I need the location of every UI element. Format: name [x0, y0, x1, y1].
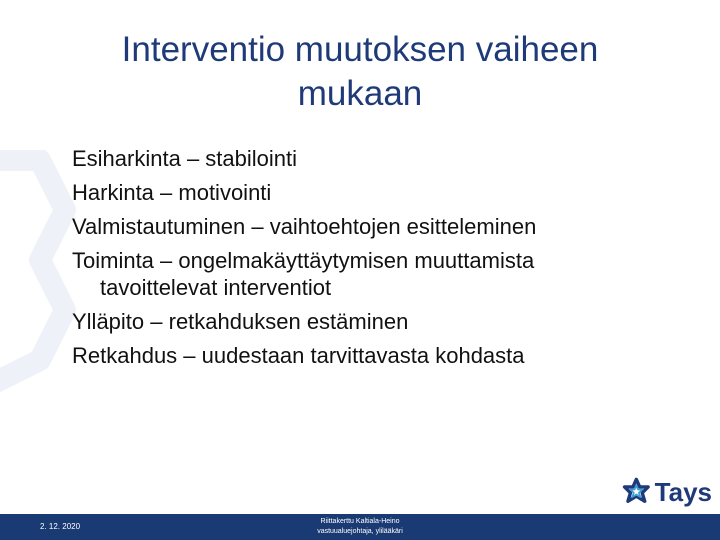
bullet-item: Retkahdus – uudestaan tarvittavasta kohdasta: [72, 343, 525, 368]
bullet-item: Harkinta – motivointi: [72, 180, 272, 205]
tays-star-icon: [622, 475, 651, 509]
author-role: vastuualuejohtaja, ylilääkäri: [317, 528, 403, 535]
author-name: Riittakerttu Kaltiala-Heino: [320, 518, 400, 525]
bullet-item: Esiharkinta – stabilointi: [72, 146, 298, 171]
logo-text: Tays: [654, 476, 712, 507]
bullet-item: Ylläpito – retkahduksen estäminen: [72, 309, 409, 334]
footer-date: 2. 12. 2020: [40, 522, 81, 531]
bullet-continuation: tavoittelevat interventiot: [100, 275, 332, 300]
bullet-item: Toiminta – ongelmakäyttäytymisen muuttamista tavoittelevat interventiot: [72, 248, 535, 300]
bullet-list: [72, 145, 702, 376]
bullet-item: Valmistautuminen – vaihtoehtojen esitteleminen: [72, 214, 537, 239]
footer-bar: [0, 514, 720, 540]
tays-logo: [622, 472, 712, 512]
slide-title: Interventio muutoksen vaiheen mukaan: [121, 30, 599, 113]
footer-author: [290, 517, 430, 537]
